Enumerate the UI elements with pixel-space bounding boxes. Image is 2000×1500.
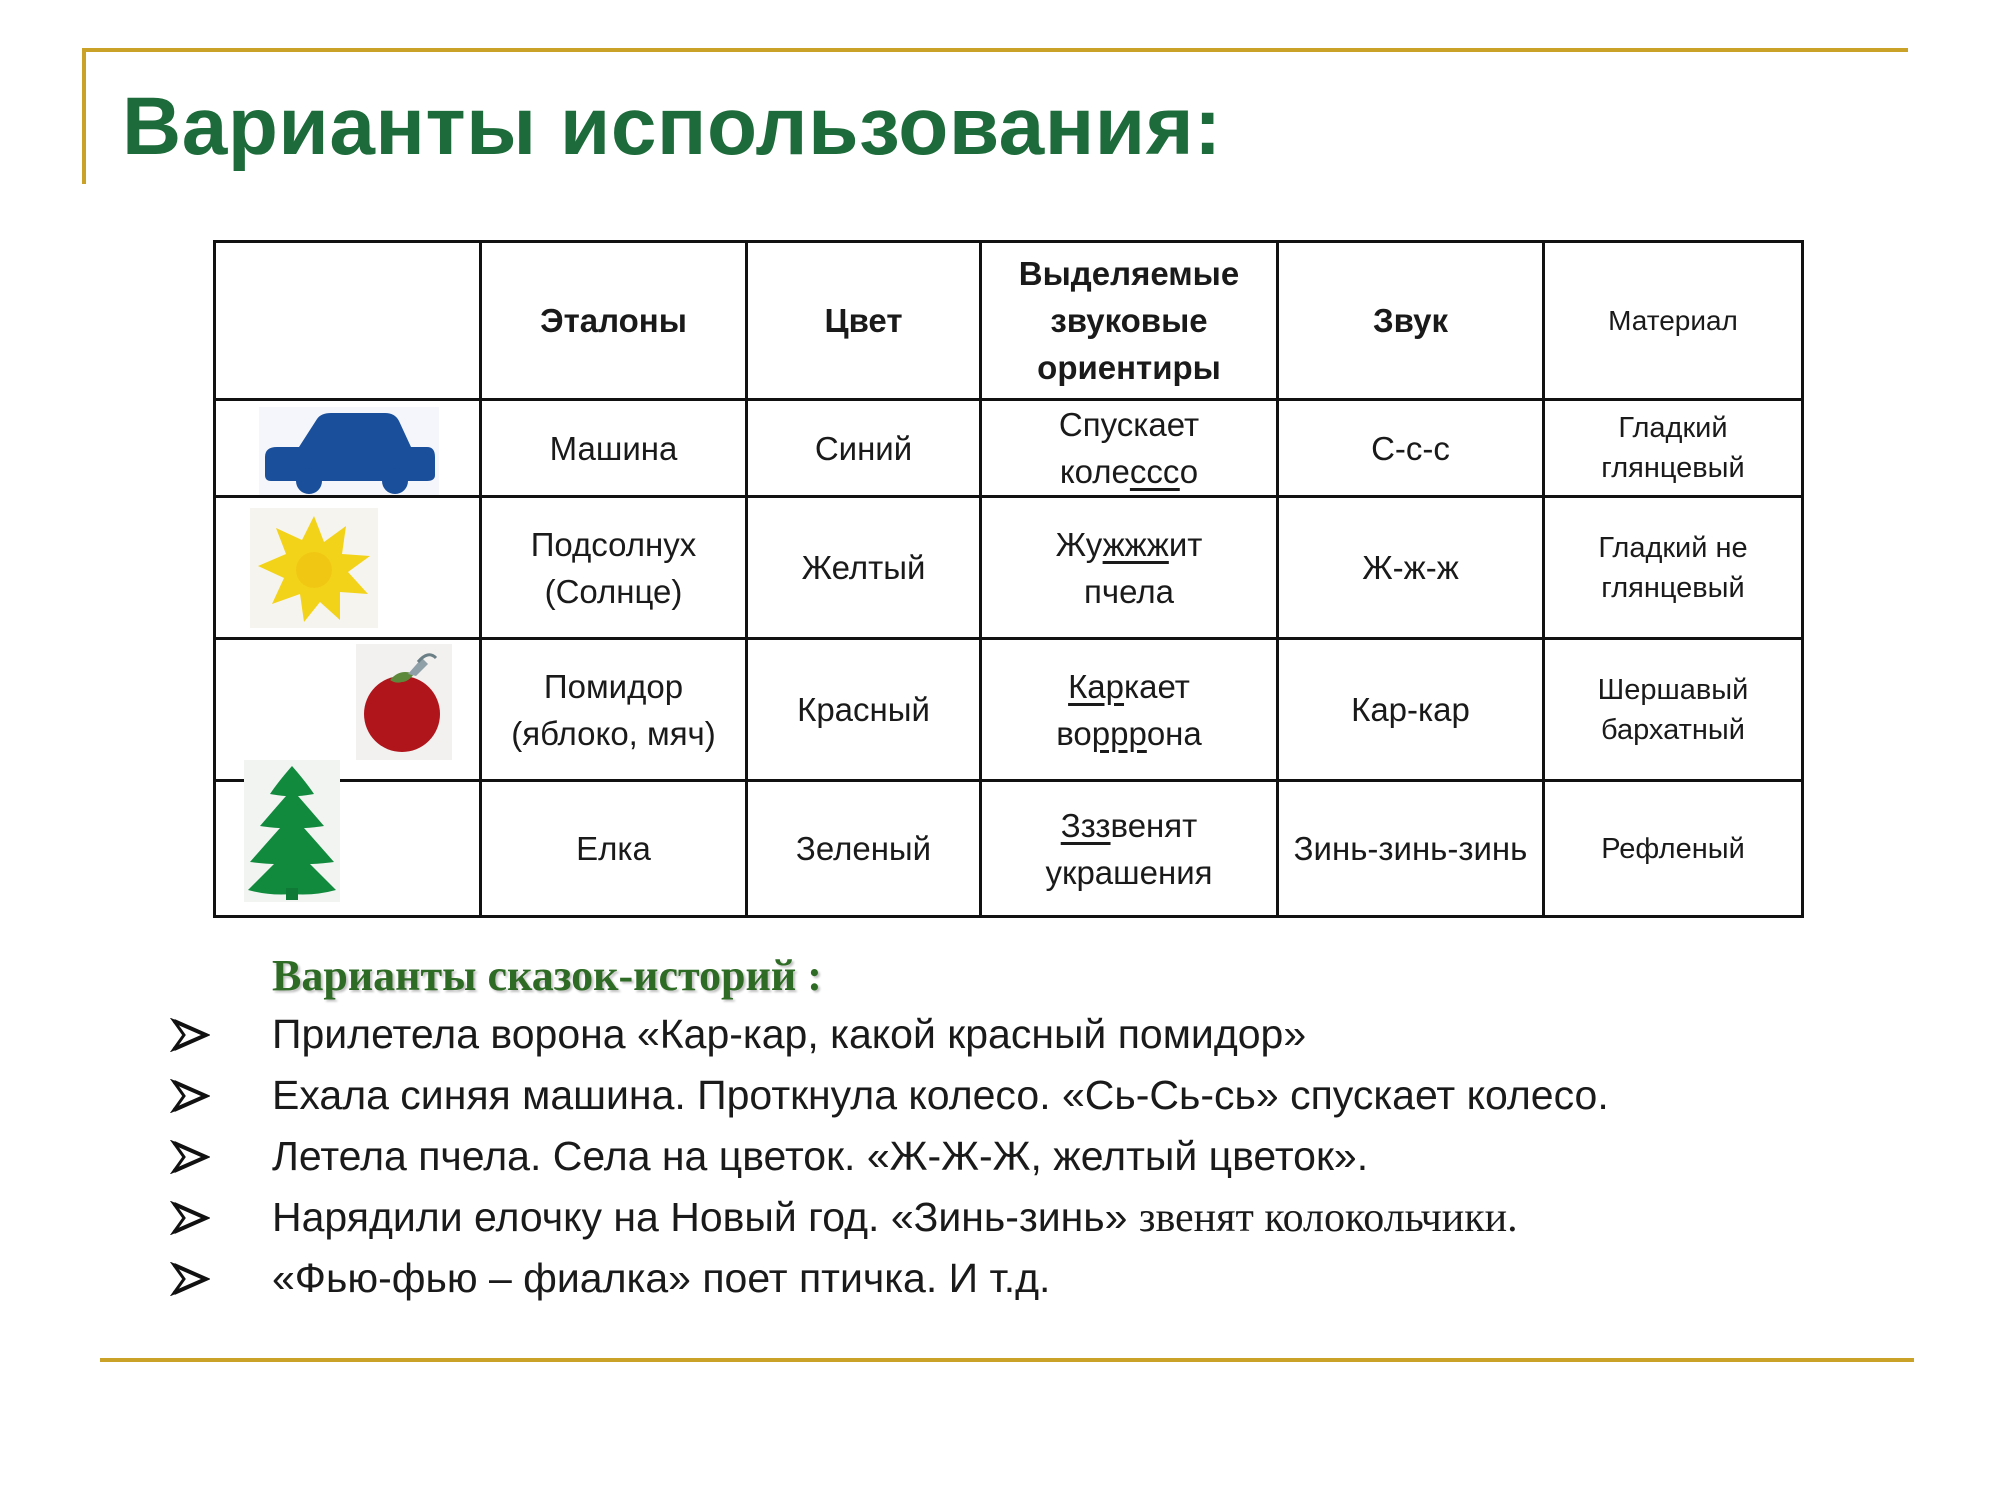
cue-text: украшения bbox=[1045, 853, 1213, 891]
header-empty bbox=[215, 242, 481, 400]
table-row bbox=[215, 639, 1803, 781]
blue-car-image bbox=[259, 407, 439, 495]
cue-text: пчела bbox=[1084, 572, 1174, 610]
etalon-cell: Помидор (яблоко, мяч) bbox=[481, 639, 747, 781]
header-etalons: Эталоны bbox=[481, 242, 747, 400]
header-color: Цвет bbox=[747, 242, 981, 400]
cue-underlined: ррр bbox=[1091, 714, 1147, 752]
arrow-bullet-icon bbox=[170, 1262, 272, 1296]
material-cell: Гладкий глянцевый bbox=[1544, 400, 1803, 497]
color-cell: Синий bbox=[747, 400, 981, 497]
list-item bbox=[170, 1065, 1950, 1126]
image-cell bbox=[215, 781, 481, 917]
sound-cue-cell bbox=[981, 497, 1278, 639]
color-cell: Красный bbox=[747, 639, 981, 781]
table-row bbox=[215, 400, 1803, 497]
header-material: Материал bbox=[1544, 242, 1803, 400]
cue-underlined: Ззз bbox=[1060, 806, 1111, 844]
material-cell: Шершавый бархатный bbox=[1544, 639, 1803, 781]
material-cell: Гладкий не глянцевый bbox=[1544, 497, 1803, 639]
header-sound-cues: Выделяемые звуковые ориентиры bbox=[981, 242, 1278, 400]
list-item bbox=[170, 1004, 1950, 1065]
sound-cell: Ж-ж-ж bbox=[1278, 497, 1544, 639]
cue-underlined: жжж bbox=[1102, 525, 1169, 563]
table-header-row bbox=[215, 242, 1803, 400]
cue-underlined: Кар bbox=[1068, 667, 1125, 705]
yellow-sunflower-image bbox=[250, 508, 378, 628]
material-cell: Рефленый bbox=[1544, 781, 1803, 917]
arrow-bullet-icon bbox=[170, 1079, 272, 1113]
top-accent-line bbox=[82, 48, 1908, 52]
arrow-bullet-icon bbox=[170, 1140, 272, 1174]
arrow-bullet-icon bbox=[170, 1018, 272, 1052]
stories-list bbox=[170, 1004, 1950, 1309]
table-row bbox=[215, 781, 1803, 917]
list-item bbox=[170, 1248, 1950, 1309]
image-cell bbox=[215, 400, 481, 497]
stories-heading: Варианты сказок-историй : bbox=[272, 951, 822, 1000]
story-text: Прилетела ворона «Кар-кар, какой красный помидор» bbox=[272, 1011, 1307, 1057]
sound-cue-cell bbox=[981, 639, 1278, 781]
green-fir-tree-image bbox=[244, 760, 340, 902]
etalon-table bbox=[213, 240, 1804, 918]
cue-text: венят bbox=[1110, 806, 1198, 844]
cue-text: во bbox=[1056, 714, 1092, 752]
etalon-cell: Елка bbox=[481, 781, 747, 917]
color-cell: Желтый bbox=[747, 497, 981, 639]
etalon-cell: Машина bbox=[481, 400, 747, 497]
cue-text: о bbox=[1179, 453, 1199, 490]
red-tomato-image bbox=[356, 644, 452, 760]
list-item bbox=[170, 1126, 1950, 1187]
arrow-bullet-icon bbox=[170, 1201, 272, 1235]
cue-text: ит bbox=[1168, 525, 1203, 563]
page-title: Варианты использования: bbox=[122, 81, 1222, 172]
image-cell bbox=[215, 497, 481, 639]
sound-cell: Кар-кар bbox=[1278, 639, 1544, 781]
cue-text: кает bbox=[1124, 667, 1190, 705]
cue-text: она bbox=[1146, 714, 1202, 752]
story-text bbox=[272, 1194, 1518, 1242]
story-text: Ехала синяя машина. Проткнула колесо. «Сь-Сь-сь» спускает колесо. bbox=[272, 1072, 1609, 1118]
story-text: «Фью-фью – фиалка» поет птичка. И т.д. bbox=[272, 1255, 1051, 1301]
cue-text: коле bbox=[1059, 453, 1130, 490]
sound-cue-cell bbox=[981, 400, 1278, 497]
story-text-tail: звенят колокольчики. bbox=[1138, 1194, 1518, 1241]
table-row bbox=[215, 497, 1803, 639]
bottom-accent-line bbox=[100, 1358, 1914, 1362]
sound-cell: Зинь-зинь-зинь bbox=[1278, 781, 1544, 917]
sound-cell: С-с-с bbox=[1278, 400, 1544, 497]
story-text-main: Нарядили елочку на Новый год. «Зинь-зинь» bbox=[272, 1193, 1139, 1240]
etalon-cell: Подсолнух (Солнце) bbox=[481, 497, 747, 639]
cue-underlined: ссс bbox=[1129, 453, 1180, 490]
sound-cue-cell bbox=[981, 781, 1278, 917]
cue-text: Жу bbox=[1055, 525, 1103, 563]
cue-text: Спускает bbox=[1058, 406, 1200, 443]
story-text: Летела пчела. Села на цветок. «Ж-Ж-Ж, желтый цветок». bbox=[272, 1133, 1369, 1179]
color-cell: Зеленый bbox=[747, 781, 981, 917]
left-accent-line bbox=[82, 48, 86, 184]
header-sound: Звук bbox=[1278, 242, 1544, 400]
list-item bbox=[170, 1187, 1950, 1248]
